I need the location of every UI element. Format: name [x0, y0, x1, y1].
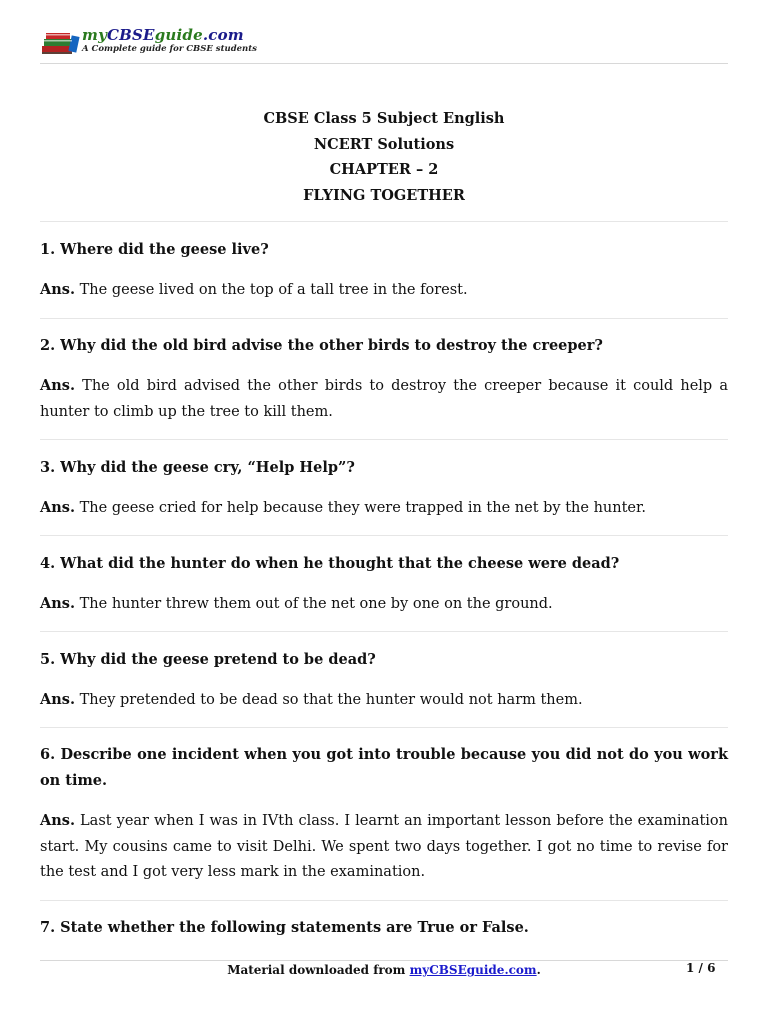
question-7: 7. State whether the following statements are True or False. — [40, 919, 529, 936]
section-divider — [40, 221, 728, 222]
page-number: 1 / 6 — [686, 961, 716, 975]
answer-2 — [40, 373, 728, 425]
answer-text: Last year when I was in IVth class. I learnt an important lesson before the examination start. My cousins came to visit Delhi. We spent two days together. I got no time to revise for the test and I got very less mark in the examination. — [40, 813, 728, 880]
section-divider — [40, 439, 728, 440]
section-divider — [40, 535, 728, 536]
header-divider — [40, 63, 728, 64]
question-3: 3. Why did the geese cry, “Help Help”? — [40, 459, 355, 476]
logo-wordmark — [82, 26, 244, 44]
answer-label: Ans. — [40, 281, 76, 298]
footer-note — [0, 963, 768, 977]
answer-label: Ans. — [40, 377, 76, 394]
answer-text: The geese lived on the top of a tall tree in the forest. — [75, 282, 468, 298]
answer-label: Ans. — [40, 499, 76, 516]
question-6: 6. Describe one incident when you got into trouble because you did not do you work on time. — [40, 746, 728, 789]
logo-part-my: my — [82, 26, 107, 44]
question-4: 4. What did the hunter do when he thought that the cheese were dead? — [40, 555, 620, 572]
answer-4 — [40, 591, 728, 618]
books-logo-icon — [40, 28, 80, 56]
section-divider — [40, 318, 728, 319]
footer-suffix: . — [536, 963, 541, 977]
question-1: 1. Where did the geese live? — [40, 241, 269, 258]
question-5: 5. Why did the geese pretend to be dead? — [40, 651, 376, 668]
answer-text: The geese cried for help because they were trapped in the net by the hunter. — [75, 500, 646, 516]
title-chapter: CHAPTER – 2 — [329, 161, 439, 178]
logo-tagline: A Complete guide for CBSE students — [82, 44, 257, 54]
answer-text: The hunter threw them out of the net one by one on the ground. — [75, 596, 553, 612]
section-divider — [40, 727, 728, 728]
title-solutions: NCERT Solutions — [313, 135, 455, 153]
answer-label: Ans. — [40, 595, 76, 612]
footer-prefix: Material downloaded from — [227, 963, 410, 977]
section-divider — [40, 900, 728, 901]
answer-1 — [40, 277, 728, 304]
question-2: 2. Why did the old bird advise the other birds to destroy the creeper? — [40, 337, 603, 354]
answer-5 — [40, 687, 728, 714]
answer-label: Ans. — [40, 691, 76, 708]
answer-text: They pretended to be dead so that the hunter would not harm them. — [75, 692, 583, 708]
answer-3 — [40, 495, 728, 522]
footer-site-link[interactable]: myCBSEguide.com — [409, 963, 537, 977]
title-subject: CBSE Class 5 Subject English — [263, 110, 505, 127]
answer-label: Ans. — [40, 812, 76, 829]
logo-part-cbse: CBSE — [107, 26, 155, 44]
section-divider — [40, 631, 728, 632]
title-chapter-name: FLYING TOGETHER — [303, 186, 465, 204]
footer-divider — [40, 960, 728, 961]
document-title — [40, 106, 728, 208]
logo-part-com: .com — [202, 26, 244, 44]
answer-text: The old bird advised the other birds to destroy the creeper because it could help a hunter to climb up the tree to kill them. — [40, 378, 728, 420]
site-logo[interactable] — [40, 26, 260, 60]
logo-part-guide: guide — [154, 26, 203, 44]
answer-6 — [40, 808, 728, 886]
